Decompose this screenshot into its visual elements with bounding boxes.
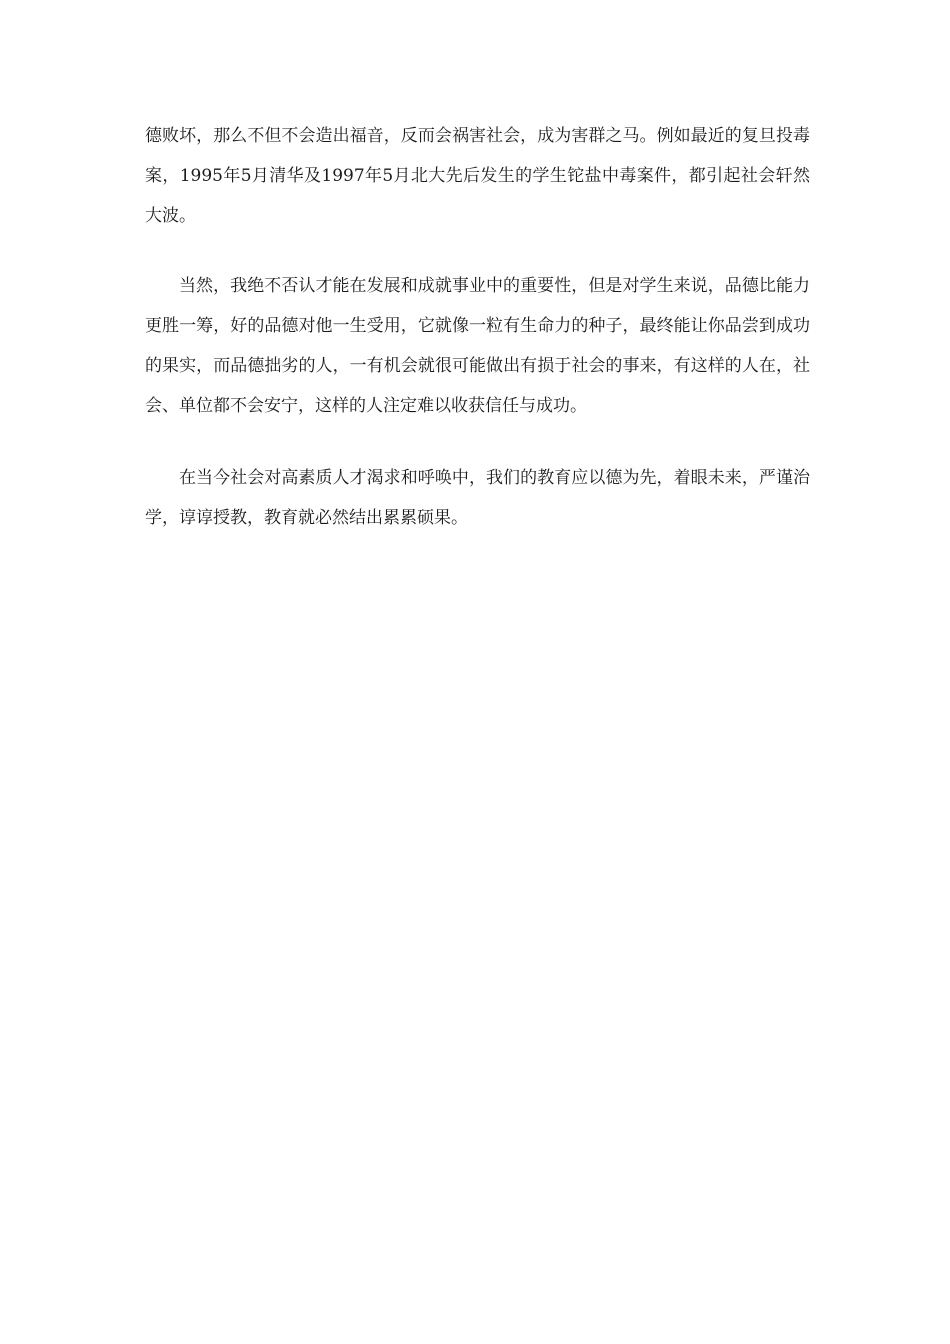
paragraph-talent-vs-virtue: 当然，我绝不否认才能在发展和成就事业中的重要性，但是对学生来说，品德比能力更胜一筹，好的品德对他一生受用，它就像一粒有生命力的种子，最终能让你品尝到成功的果实，而品德拙劣的人，一有机会就很可能做出有损于社会的事来，有这样的人在，社会、单位都不会安宁，这样的人注定难以收获信任与成功。 xyxy=(145,276,810,416)
paragraph-conclusion: 在当今社会对高素质人才渴求和呼唤中，我们的教育应以德为先，着眼未来，严谨治学，谆谆授教，教育就必然结出累累硕果。 xyxy=(145,468,810,528)
paragraph-continuation: 德败坏，那么不但不会造出福音，反而会祸害社会，成为害群之马。例如最近的复旦投毒案，1995年5月清华及1997年5月北大先后发生的学生铊盐中毒案件，都引起社会轩然大波。 xyxy=(145,126,810,226)
